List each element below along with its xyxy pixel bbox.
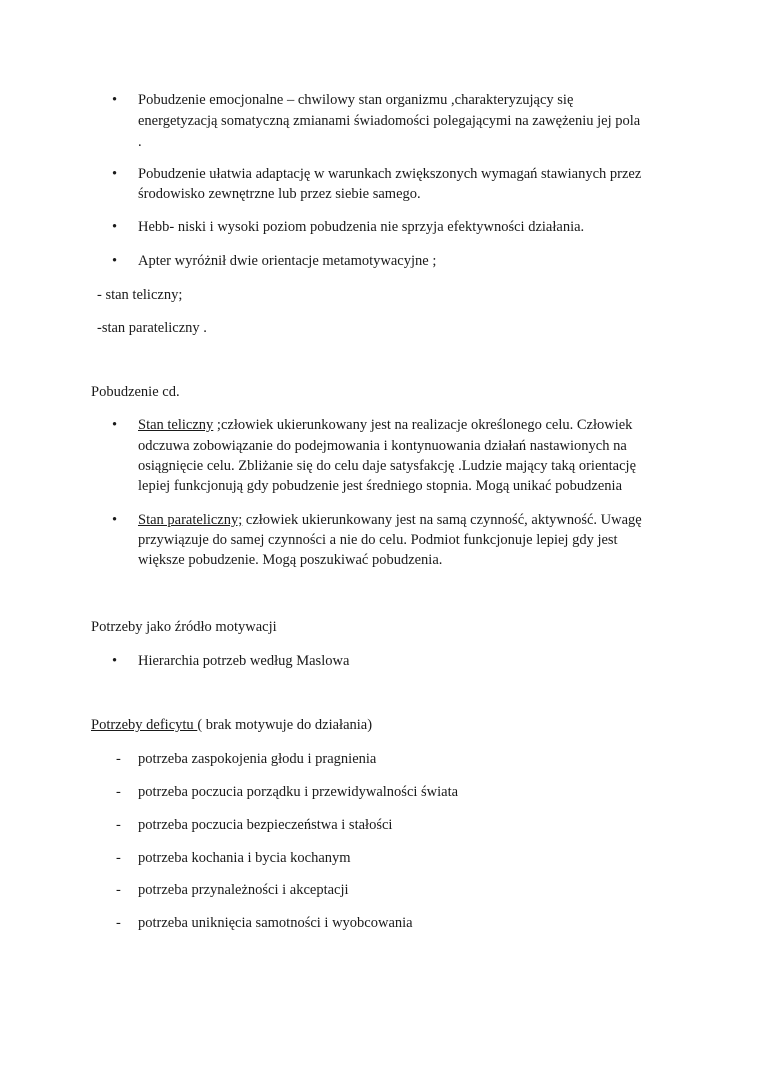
term-telic: Stan teliczny — [138, 417, 214, 433]
text-line — [138, 510, 642, 530]
dash-marker: - — [116, 850, 121, 866]
text-line: Pobudzenie emocjonalne – chwilowy stan organizmu ,charakteryzujący się — [138, 92, 574, 108]
deficit-needs-subtitle: ( brak motywuje do działania) — [197, 717, 373, 733]
dash-marker: - — [116, 817, 121, 833]
text-line: Hebb- niski i wysoki poziom pobudzenia nie sprzyja efektywności działania. — [138, 219, 585, 235]
text-line: większe pobudzenie. Mogą poszukiwać pobudzenia. — [138, 552, 443, 568]
deficit-needs-title: Potrzeby deficytu — [91, 717, 198, 733]
state-paratelic: -stan parateliczny . — [97, 320, 207, 336]
bullet-marker: • — [112, 219, 118, 235]
term-paratelic: Stan parateliczny; — [138, 512, 243, 528]
section-heading-arousal-cd: Pobudzenie cd. — [91, 384, 180, 400]
list-item: potrzeba kochania i bycia kochanym — [138, 850, 351, 866]
list-item: potrzeba poczucia porządku i przewidywalności świata — [138, 784, 459, 800]
bullet-marker: • — [112, 653, 118, 669]
list-item: potrzeba poczucia bezpieczeństwa i stałości — [138, 817, 393, 833]
dash-marker: - — [116, 882, 121, 898]
section-heading-needs: Potrzeby jako źródło motywacji — [91, 619, 277, 635]
text-line: odczuwa zobowiązanie do podejmowania i kontynuowania działań nastawionych na — [138, 438, 627, 454]
text-line — [138, 415, 632, 435]
term-telic-definition: ;człowiek ukierunkowany jest na realizacje określonego celu. Człowiek — [213, 417, 633, 433]
dash-marker: - — [116, 751, 121, 767]
text-line: Apter wyróżnił dwie orientacje metamotywacyjne ; — [138, 253, 437, 269]
list-item: potrzeba zaspokojenia głodu i pragnienia — [138, 751, 377, 767]
text-line: osiągnięcie celu. Zbliżanie się do celu daje satysfakcję .Ludzie mający taką orientację — [138, 458, 636, 474]
text-line: energetyzacją somatyczną zmianami świadomości polegającymi na zawężeniu jej pola — [138, 113, 641, 129]
section-heading-deficit-needs — [91, 715, 372, 735]
term-paratelic-definition: człowiek ukierunkowany jest na samą czynność, aktywność. Uwagę — [242, 512, 642, 528]
list-item: potrzeba przynależności i akceptacji — [138, 882, 349, 898]
text-line: . — [138, 134, 142, 150]
dash-marker: - — [116, 784, 121, 800]
bullet-marker: • — [112, 417, 118, 433]
maslow-hierarchy-item: Hierarchia potrzeb według Maslowa — [138, 653, 350, 669]
bullet-marker: • — [112, 512, 118, 528]
list-item: potrzeba uniknięcia samotności i wyobcowania — [138, 915, 413, 931]
bullet-marker: • — [112, 253, 118, 269]
state-telic: - stan teliczny; — [97, 287, 183, 303]
bullet-marker: • — [112, 166, 118, 182]
text-line: Pobudzenie ułatwia adaptację w warunkach zwiększonych wymagań stawianych przez — [138, 166, 642, 182]
text-line: lepiej funkcjonują gdy pobudzenie jest średniego stopnia. Mogą unikać pobudzenia — [138, 478, 623, 494]
text-line: środowisko zewnętrzne lub przez siebie samego. — [138, 186, 421, 202]
bullet-marker: • — [112, 92, 118, 108]
text-line: przywiązuje do samej czynności a nie do celu. Podmiot funkcjonuje lepiej gdy jest — [138, 532, 618, 548]
dash-marker: - — [116, 915, 121, 931]
